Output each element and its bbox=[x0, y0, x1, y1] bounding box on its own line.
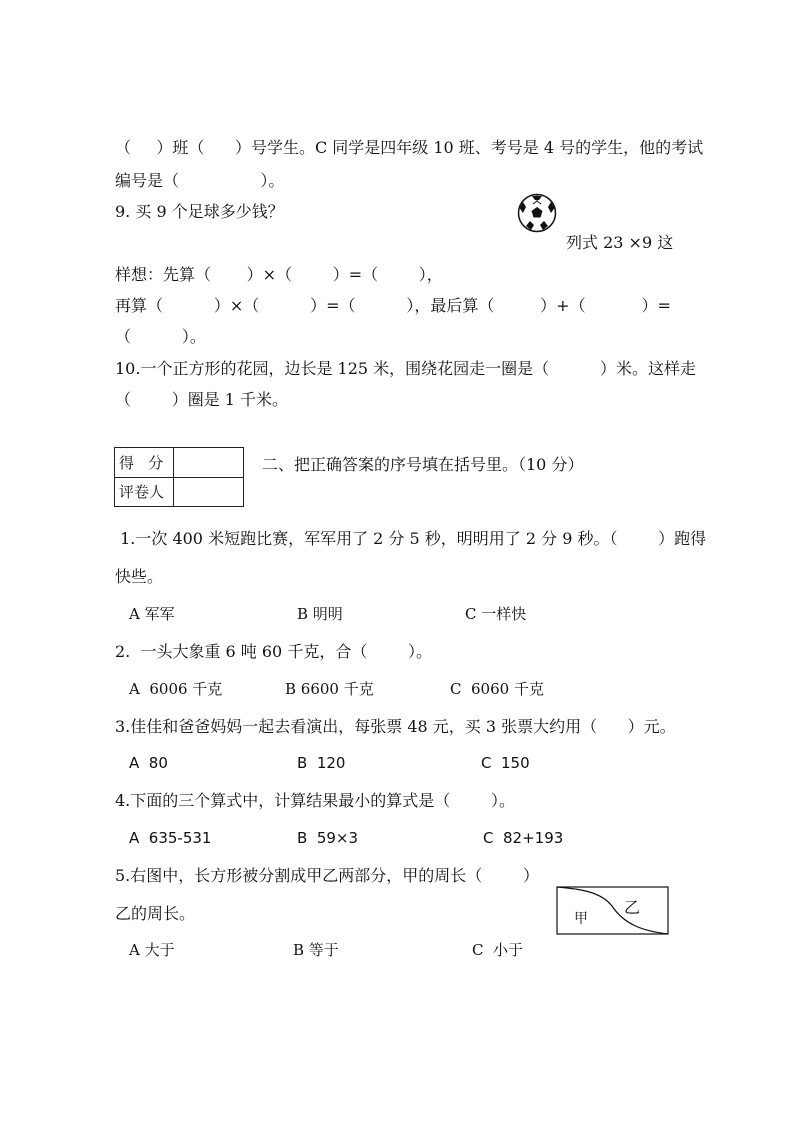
grader-cell[interactable] bbox=[174, 477, 244, 507]
question-1-line1: 1.一次 400 米短跑比赛，军军用了 2 分 5 秒，明明用了 2 分 9 秒。（ ）跑得 bbox=[115, 529, 707, 548]
score-cell[interactable] bbox=[174, 448, 244, 478]
question-3-option-b[interactable]: B 120 bbox=[297, 754, 346, 772]
question-2-option-b[interactable]: B 6600 千克 bbox=[285, 680, 374, 698]
grader-label: 评卷人 bbox=[115, 477, 174, 507]
question-1-option-b[interactable]: B 明明 bbox=[297, 605, 343, 623]
question-4-option-a[interactable]: A 635-531 bbox=[129, 829, 212, 847]
q8-line1: （ ）班（ ）号学生。C 同学是四年级 10 班、考号是 4 号的学生，他的考试 bbox=[115, 138, 704, 157]
q9-right-text: 列式 23 ×9 这 bbox=[566, 233, 674, 252]
section-title: 二、把正确答案的序号填在括号里。（10 分） bbox=[262, 455, 584, 474]
q8-line2: 编号是（ ）。 bbox=[115, 171, 285, 190]
figure-label-yi: 乙 bbox=[624, 898, 641, 917]
q9-line3: 再算（ ）×（ ）=（ ），最后算（ ）+（ ）= bbox=[115, 296, 671, 315]
q9-line4: （ ）。 bbox=[115, 327, 206, 346]
q10-line2: （ ）圈是 1 千米。 bbox=[115, 390, 289, 409]
question-5-line1: 5.右图中，长方形被分割成甲乙两部分，甲的周长（ ） bbox=[115, 866, 539, 885]
score-label: 得 分 bbox=[115, 448, 174, 478]
question-1-line2: 快些。 bbox=[115, 567, 164, 586]
q10-line1: 10.一个正方形的花园，边长是 125 米，围绕花园走一圈是（ ）米。这样走 bbox=[115, 359, 697, 378]
question-4-option-b[interactable]: B 59×3 bbox=[297, 829, 359, 847]
q9-line2: 样想：先算（ ）×（ ）=（ ）， bbox=[115, 265, 443, 284]
question-2-option-c[interactable]: C 6060 千克 bbox=[450, 680, 544, 698]
q9-stem: 9. 买 9 个足球多少钱？ bbox=[115, 202, 284, 221]
question-3-line1: 3.佳佳和爸爸妈妈一起去看演出，每张票 48 元，买 3 张票大约用（ ）元。 bbox=[115, 717, 676, 736]
rectangle-figure bbox=[556, 886, 670, 936]
question-3-option-c[interactable]: C 150 bbox=[481, 754, 530, 772]
question-5-option-c[interactable]: C 小于 bbox=[472, 941, 524, 959]
question-4-line1: 4.下面的三个算式中，计算结果最小的算式是（ ）。 bbox=[115, 791, 515, 810]
soccer-ball-icon bbox=[517, 193, 557, 233]
question-1-option-a[interactable]: A 军军 bbox=[129, 605, 175, 623]
question-3-option-a[interactable]: A 80 bbox=[129, 754, 168, 772]
figure-label-jia: 甲 bbox=[574, 911, 588, 927]
score-table bbox=[114, 447, 244, 507]
question-2-option-a[interactable]: A 6006 千克 bbox=[129, 680, 223, 698]
question-1-option-c[interactable]: C 一样快 bbox=[465, 605, 527, 623]
question-5-option-a[interactable]: A 大于 bbox=[129, 941, 175, 959]
question-5-option-b[interactable]: B 等于 bbox=[293, 941, 339, 959]
question-2-line1: 2. 一头大象重 6 吨 60 千克，合（ ）。 bbox=[115, 642, 433, 661]
question-5-line2: 乙的周长。 bbox=[115, 904, 196, 923]
question-4-option-c[interactable]: C 82+193 bbox=[483, 829, 564, 847]
